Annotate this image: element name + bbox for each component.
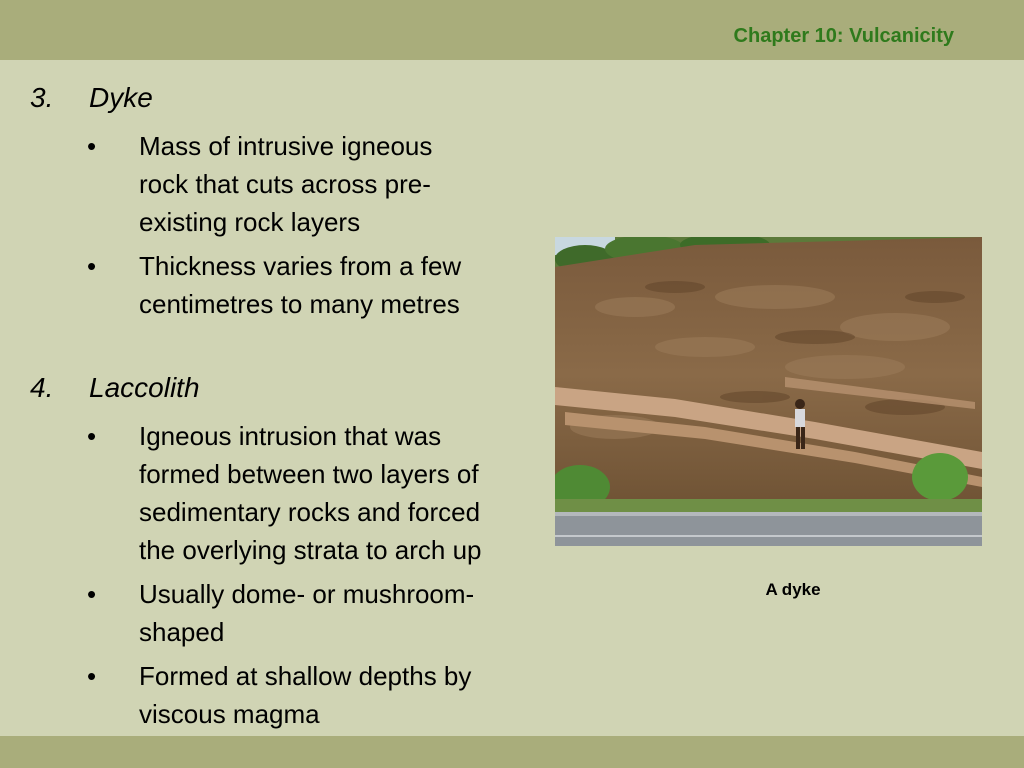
bullet-dot: • [87,251,97,281]
bullet-line: rock that cuts across pre- [139,169,431,199]
section-title: Dyke [89,82,153,113]
bullet-text [139,247,559,323]
bullet-dot: • [87,661,97,691]
bullet-line: shaped [139,617,225,647]
section-number: 4. [30,372,54,403]
bullet-line: Usually dome- or mushroom- [139,579,475,609]
bullet-line: Mass of intrusive igneous [139,131,433,161]
bullet-line: Thickness varies from a few [139,251,462,281]
bullet-text [139,127,559,241]
bullet-text [139,575,559,651]
figure-caption: A dyke [765,580,821,599]
bullet-dot: • [87,131,97,161]
bullet-line: existing rock layers [139,207,361,237]
bullet-text [139,657,559,733]
section-number: 3. [30,82,54,113]
bullet-line: formed between two layers of [139,459,479,489]
dyke-photo [555,237,982,546]
bullet-line: Formed at shallow depths by [139,661,472,691]
bullet-line: viscous magma [139,699,320,729]
chapter-title: Chapter 10: Vulcanicity [733,25,954,47]
bullet-line: sedimentary rocks and forced [139,497,481,527]
bullet-line: Igneous intrusion that was [139,421,442,451]
header-bar [0,0,1024,60]
bullet-dot: • [87,579,97,609]
bullet-line: the overlying strata to arch up [139,535,482,565]
section-title: Laccolith [89,372,200,403]
bullet-dot: • [87,421,97,451]
footer-bar [0,736,1024,768]
bullet-text [139,417,559,569]
bullet-line: centimetres to many metres [139,289,460,319]
